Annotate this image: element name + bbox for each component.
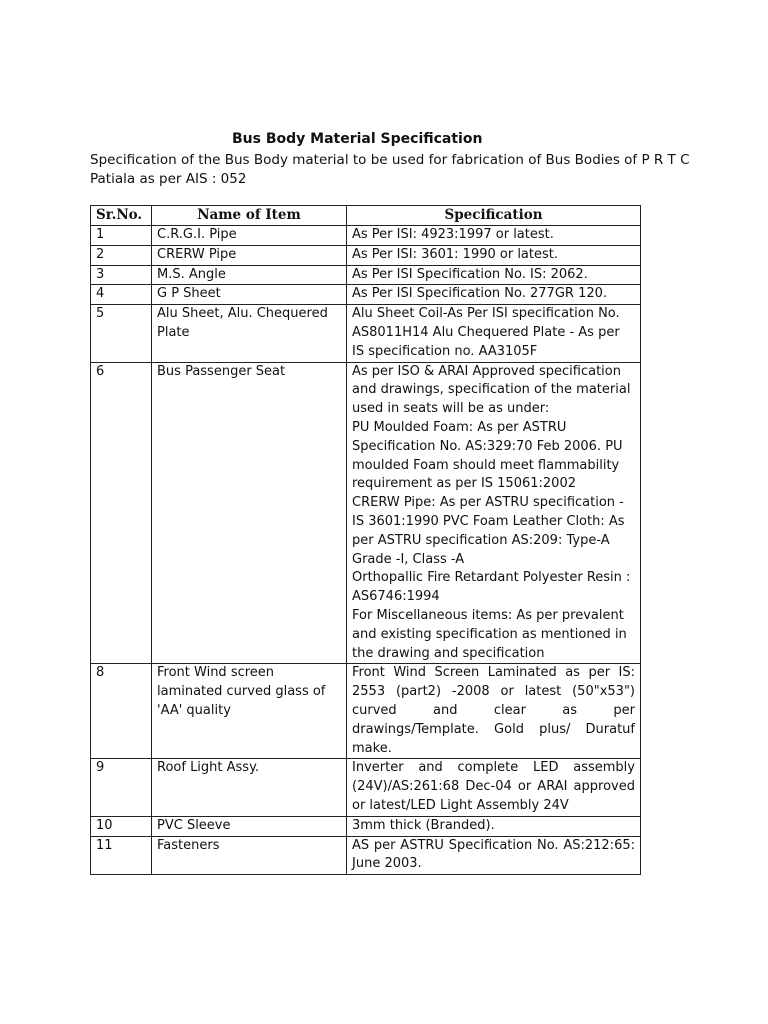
header-sr-no: Sr.No.	[91, 206, 152, 226]
document-title: Bus Body Material Specification	[232, 131, 483, 147]
cell-sr: 10	[91, 816, 152, 836]
cell-item: Roof Light Assy.	[152, 759, 347, 816]
spec-paragraph: AS6746:1994	[352, 589, 440, 605]
cell-spec: Alu Sheet Coil-As Per ISI specification No. AS8011H14 Alu Chequered Plate - As per IS specification no. AA3105F	[347, 305, 641, 362]
table-row	[91, 305, 641, 362]
cell-item: Front Wind screen laminated curved glass of 'AA' quality	[152, 664, 347, 759]
cell-sr: 3	[91, 265, 152, 285]
cell-item: PVC Sleeve	[152, 816, 347, 836]
cell-sr: 2	[91, 245, 152, 265]
cell-spec: As Per ISI Specification No. 277GR 120.	[347, 285, 641, 305]
cell-sr: 8	[91, 664, 152, 759]
cell-spec: As Per ISI Specification No. IS: 2062.	[347, 265, 641, 285]
cell-spec: Inverter and complete LED assembly (24V)/AS:261:68 Dec-04 or ARAI approved or latest/LED Light Assembly 24V	[347, 759, 641, 816]
spec-paragraph: For Miscellaneous items: As per prevalent and existing specification as mentioned in the drawing and specification	[352, 607, 627, 661]
cell-spec: 3mm thick (Branded).	[347, 816, 641, 836]
cell-spec: AS per ASTRU Specification No. AS:212:65: June 2003.	[347, 836, 641, 875]
table-row	[91, 759, 641, 816]
spec-paragraph: CRERW Pipe: As per ASTRU specification - IS 3601:1990 PVC Foam Leather Cloth: As per ASTRU specification AS:209: Type-A Grade -I, Class -A	[352, 495, 625, 567]
cell-sr: 6	[91, 362, 152, 664]
cell-sr: 9	[91, 759, 152, 816]
table-row	[91, 362, 641, 664]
spec-paragraph: PU Moulded Foam: As per ASTRU Specification No. AS:329:70 Feb 2006. PU moulded Foam should meet flammability requirement as per IS 15061:2002	[352, 419, 623, 492]
header-specification: Specification	[347, 206, 641, 226]
cell-spec	[347, 362, 641, 664]
cell-spec: As Per ISI: 4923:1997 or latest.	[347, 226, 641, 246]
table-row	[91, 265, 641, 285]
cell-item: C.R.G.I. Pipe	[152, 226, 347, 246]
cell-sr: 1	[91, 226, 152, 246]
cell-item: G P Sheet	[152, 285, 347, 305]
table-row	[91, 816, 641, 836]
cell-sr: 5	[91, 305, 152, 362]
spec-paragraph: As per ISO & ARAI Approved specification and drawings, specification of the material used in seats will be as under:	[352, 363, 631, 417]
table-header-row	[91, 206, 641, 226]
cell-item: Bus Passenger Seat	[152, 362, 347, 664]
spec-paragraph: Orthopallic Fire Retardant Polyester Resin :	[352, 570, 631, 586]
table-row	[91, 836, 641, 875]
cell-sr: 11	[91, 836, 152, 875]
table-row	[91, 285, 641, 305]
intro-paragraph: Specification of the Bus Body material to be used for fabrication of Bus Bodies of P R T C Patiala as per AIS : 052	[90, 152, 690, 187]
cell-item: M.S. Angle	[152, 265, 347, 285]
specification-table	[90, 205, 641, 875]
header-name-of-item: Name of Item	[152, 206, 347, 226]
cell-item: CRERW Pipe	[152, 245, 347, 265]
cell-spec: Front Wind Screen Laminated as per IS: 2553 (part2) -2008 or latest (50"x53") curved and clear as per drawings/Template. Gold plus/ Duratuf make.	[347, 664, 641, 759]
cell-sr: 4	[91, 285, 152, 305]
table-row	[91, 664, 641, 759]
table-row	[91, 245, 641, 265]
table-row	[91, 226, 641, 246]
cell-item: Alu Sheet, Alu. Chequered Plate	[152, 305, 347, 362]
cell-spec: As Per ISI: 3601: 1990 or latest.	[347, 245, 641, 265]
cell-item: Fasteners	[152, 836, 347, 875]
